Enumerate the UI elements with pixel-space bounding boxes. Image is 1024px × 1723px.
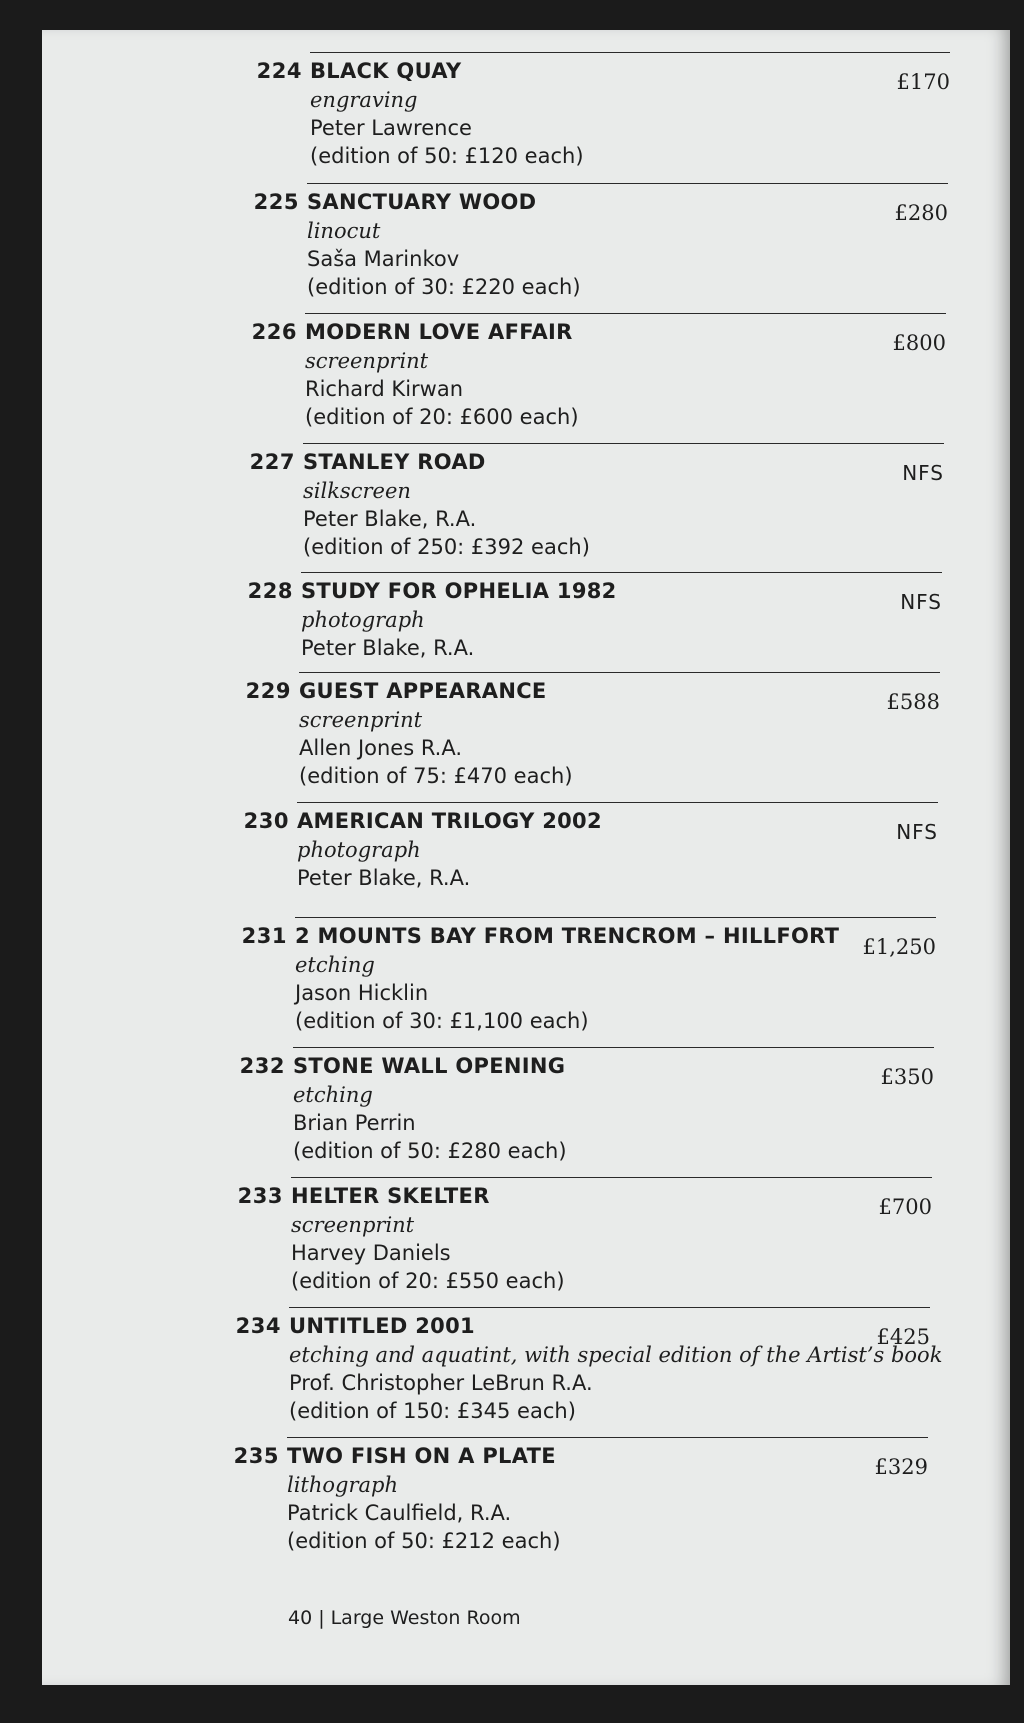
page-number: 40 [288,1607,313,1629]
artwork-price: £170 [896,70,950,94]
artwork-medium: photograph [301,608,425,632]
catalogue-entry [0,1047,1024,1167]
artwork-title: MODERN LOVE AFFAIR [305,320,573,344]
edition-info: (edition of 50: £212 each) [287,1529,561,1553]
entry-divider [299,672,940,673]
edition-info: (edition of 50: £120 each) [310,144,584,168]
artist-name: Peter Blake, R.A. [301,636,475,660]
lot-number: 233 [237,1184,283,1208]
artwork-price: £1,250 [862,935,936,959]
artist-name: Richard Kirwan [305,377,464,401]
artist-name: Harvey Daniels [291,1241,451,1265]
artist-name: Patrick Caulfield, R.A. [287,1501,512,1525]
artist-name: Saša Marinkov [307,247,460,271]
artwork-price: £280 [894,201,948,225]
artwork-title: GUEST APPEARANCE [299,679,547,703]
catalogue-entry [0,1437,1024,1557]
artwork-medium: engraving [310,88,418,112]
catalogue-entry [0,802,1024,922]
artwork-title: BLACK QUAY [310,59,462,83]
entry-divider [301,572,942,573]
artwork-medium: photograph [297,838,421,862]
catalogue-entry [0,443,1024,563]
entry-divider [310,52,950,53]
catalogue-entry [0,672,1024,792]
lot-number: 235 [233,1444,279,1468]
edition-info: (edition of 150: £345 each) [289,1399,576,1423]
artwork-medium: etching [295,953,375,977]
artwork-price: £800 [892,331,946,355]
edition-info: (edition of 75: £470 each) [299,764,573,788]
catalogue-entry [0,1307,1024,1427]
footer-separator: | [318,1607,325,1629]
lot-number: 231 [241,924,287,948]
lot-number: 228 [247,579,293,603]
entry-divider [295,917,936,918]
edition-info: (edition of 20: £600 each) [305,405,579,429]
artist-name: Peter Blake, R.A. [297,866,471,890]
artwork-price: £700 [878,1195,932,1219]
room-name: Large Weston Room [330,1607,521,1629]
catalogue-entry [0,1177,1024,1297]
artwork-price: NFS [902,461,944,485]
artwork-price: £425 [876,1325,930,1349]
catalogue-entry [0,183,1024,303]
edition-info: (edition of 20: £550 each) [291,1269,565,1293]
entry-divider [287,1437,928,1438]
artwork-price: NFS [896,820,938,844]
lot-number: 234 [235,1314,281,1338]
edition-info: (edition of 30: £1,100 each) [295,1009,589,1033]
artist-name: Peter Lawrence [310,116,472,140]
entry-divider [291,1177,932,1178]
artwork-title: HELTER SKELTER [291,1184,490,1208]
catalogue-entry [0,917,1024,1037]
artwork-medium: etching and aquatint, with special edition of the Artist’s book [289,1343,943,1367]
artwork-medium: lithograph [287,1473,399,1497]
artwork-medium: screenprint [299,708,423,732]
lot-number: 224 [256,59,302,83]
lot-number: 232 [239,1054,285,1078]
catalogue-entry [0,313,1024,433]
lot-number: 226 [251,320,297,344]
lot-number: 225 [253,190,299,214]
lot-number: 227 [249,450,295,474]
artwork-title: SANCTUARY WOOD [307,190,537,214]
artwork-title: STUDY FOR OPHELIA 1982 [301,579,617,603]
artwork-title: 2 MOUNTS BAY FROM TRENCROM – HILLFORT [295,924,840,948]
artwork-price: NFS [900,590,942,614]
artwork-medium: screenprint [305,349,429,373]
artwork-title: UNTITLED 2001 [289,1314,475,1338]
entry-divider [297,802,938,803]
artwork-title: STANLEY ROAD [303,450,486,474]
artist-name: Prof. Christopher LeBrun R.A. [289,1371,593,1395]
entry-divider [303,443,944,444]
artwork-medium: silkscreen [303,479,411,503]
artist-name: Brian Perrin [293,1111,416,1135]
artwork-price: £329 [874,1455,928,1479]
artist-name: Jason Hicklin [295,981,429,1005]
artwork-title: TWO FISH ON A PLATE [287,1444,556,1468]
artist-name: Peter Blake, R.A. [303,507,477,531]
artwork-price: £588 [886,690,940,714]
artwork-medium: screenprint [291,1213,415,1237]
artwork-medium: linocut [307,219,381,243]
catalogue-entry [0,52,1024,172]
artwork-medium: etching [293,1083,373,1107]
entry-divider [293,1047,934,1048]
artist-name: Allen Jones R.A. [299,736,463,760]
edition-info: (edition of 50: £280 each) [293,1139,567,1163]
edition-info: (edition of 30: £220 each) [307,275,581,299]
artwork-price: £350 [880,1065,934,1089]
artwork-title: STONE WALL OPENING [293,1054,566,1078]
entry-divider [289,1307,930,1308]
lot-number: 230 [243,809,289,833]
edition-info: (edition of 250: £392 each) [303,535,590,559]
entry-divider [305,313,946,314]
page-footer [288,1607,521,1629]
artwork-title: AMERICAN TRILOGY 2002 [297,809,602,833]
entry-divider [307,183,948,184]
lot-number: 229 [245,679,291,703]
